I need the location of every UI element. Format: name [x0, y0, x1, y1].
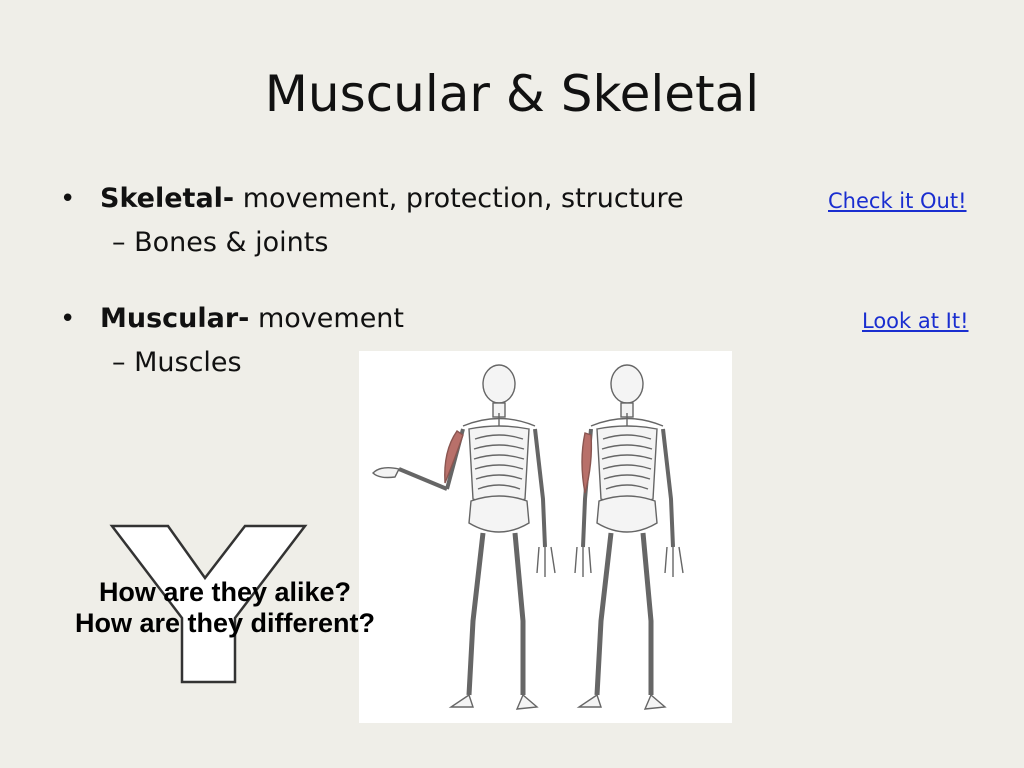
- skeletons-illustration-icon: [359, 351, 732, 723]
- sub-bullet-bones: [112, 226, 328, 260]
- sub-dash: –: [112, 227, 126, 258]
- bullet-term: Muscular-: [100, 303, 250, 334]
- bullet-term: Skeletal-: [100, 183, 235, 214]
- bullet-skeletal: [100, 182, 684, 216]
- question-different: How are they different?: [74, 608, 376, 638]
- bullet-text: movement: [257, 303, 405, 334]
- bullet-muscular: [100, 302, 404, 336]
- sub-text: Bones & joints: [134, 227, 329, 258]
- skeleton-straight-arm: [575, 365, 683, 709]
- look-at-it-link[interactable]: Look at It!: [862, 309, 969, 333]
- bullet-dot: •: [60, 184, 76, 214]
- question-alike: How are they alike?: [98, 577, 352, 607]
- skeleton-bent-arm: [373, 365, 555, 709]
- sub-bullet-muscles: [112, 346, 242, 380]
- check-it-out-link[interactable]: Check it Out!: [828, 189, 967, 213]
- sub-text: Muscles: [134, 347, 242, 378]
- slide-title: Muscular & Skeletal: [264, 65, 760, 123]
- sub-dash: –: [112, 347, 126, 378]
- skeletons-image: [359, 351, 732, 723]
- bullet-text: movement, protection, structure: [242, 183, 684, 214]
- bullet-dot: •: [60, 304, 76, 334]
